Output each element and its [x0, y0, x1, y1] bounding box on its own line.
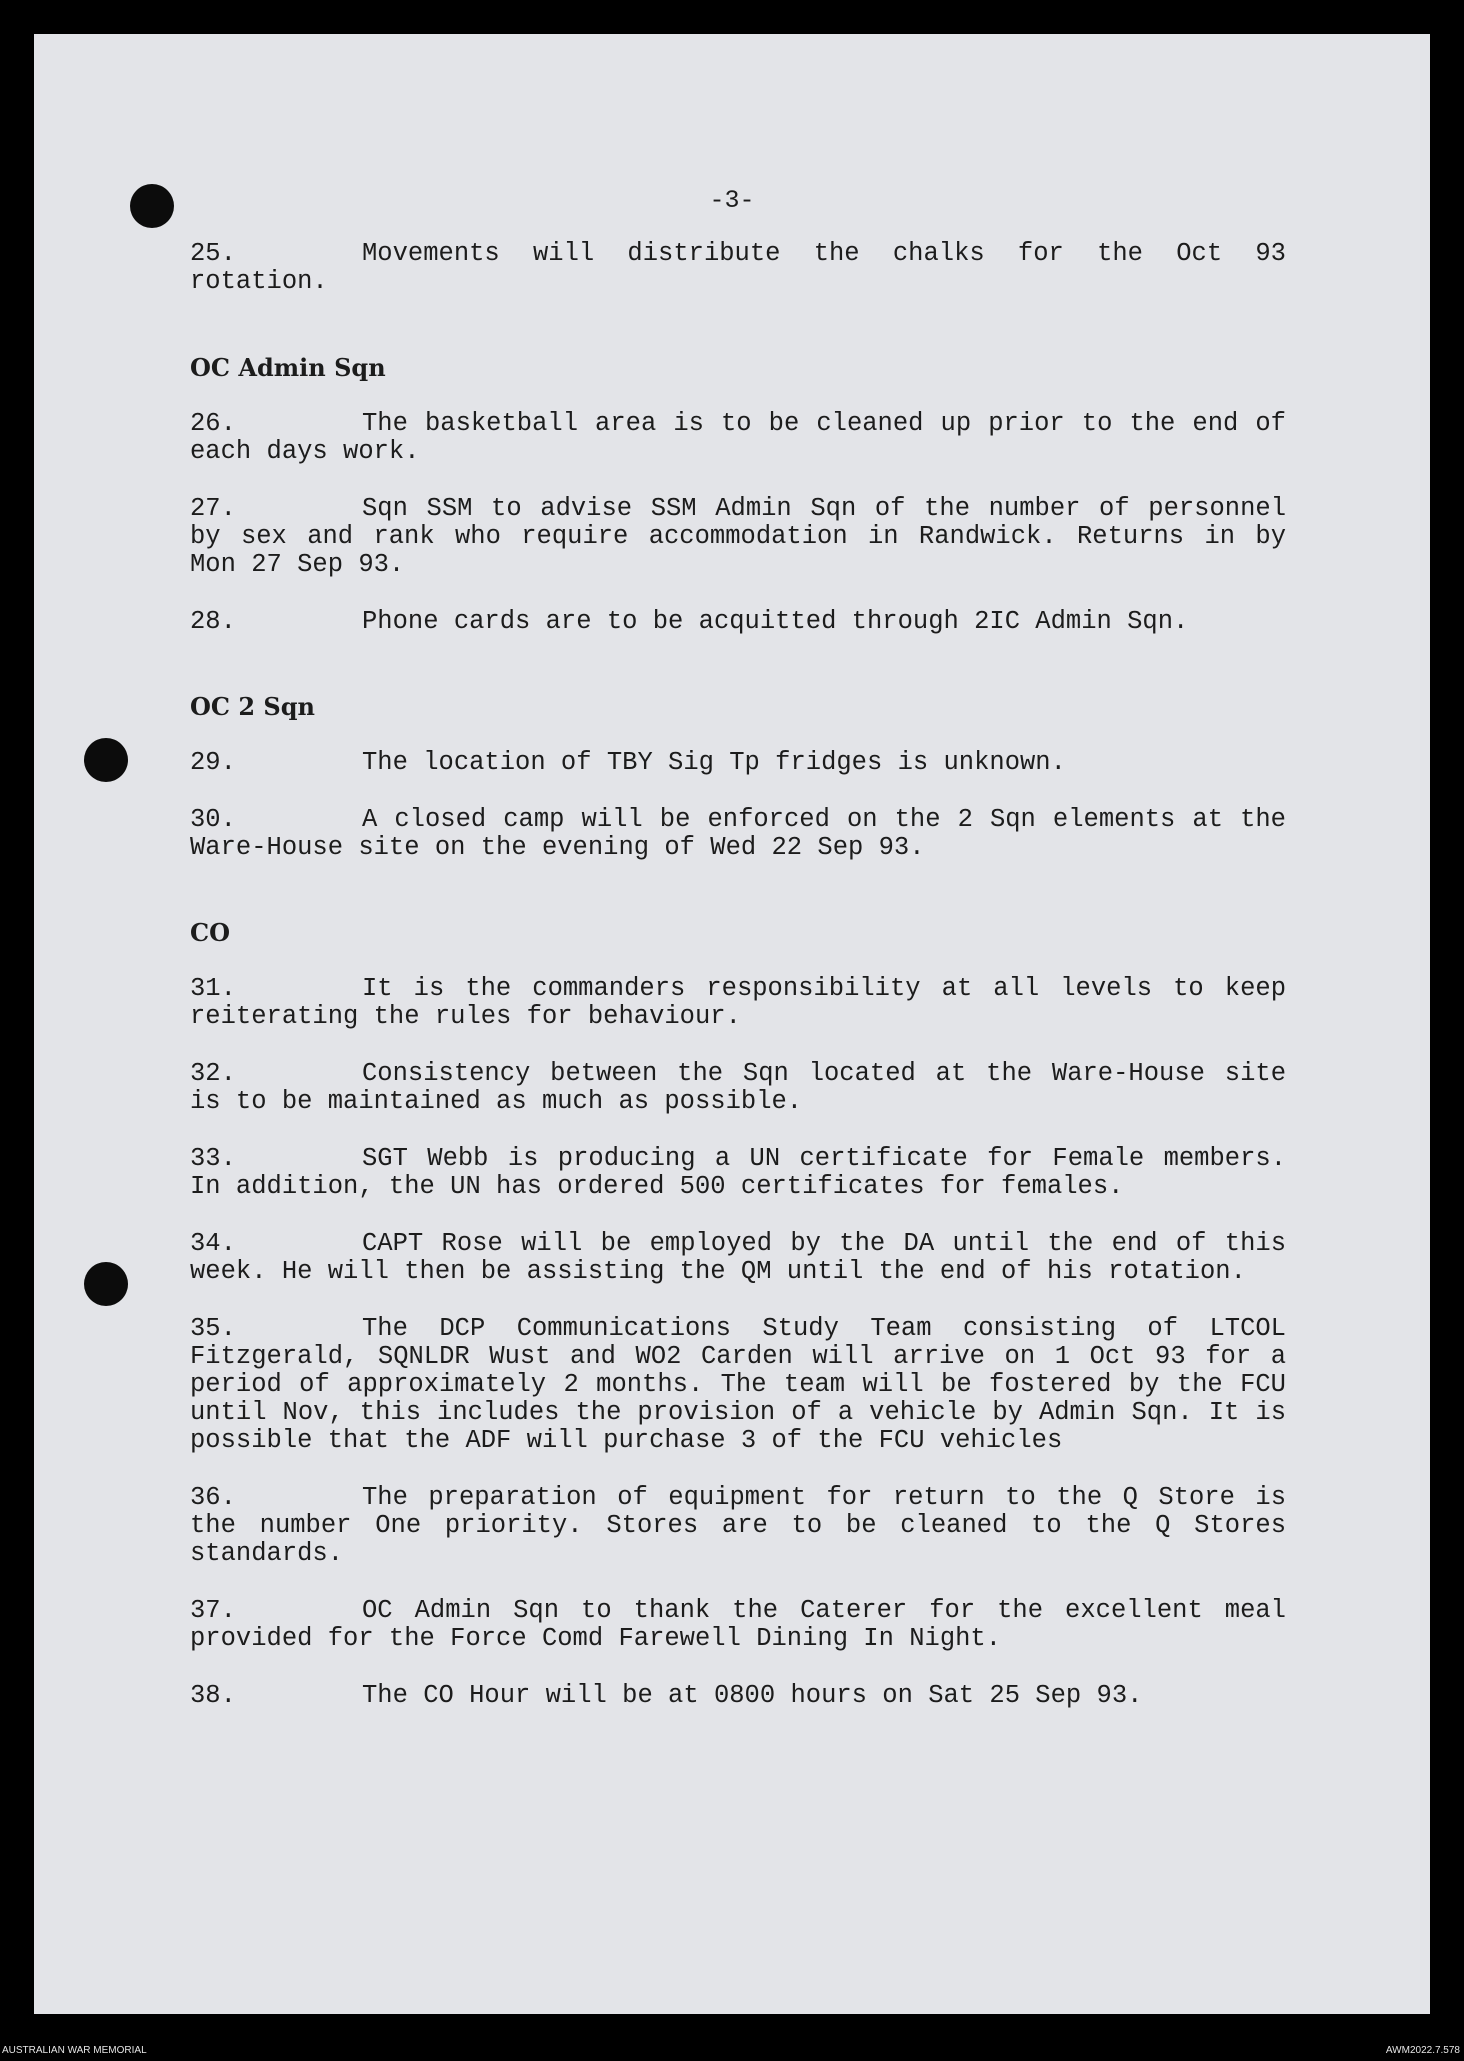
paragraph	[190, 749, 1286, 777]
paragraph	[190, 240, 1286, 296]
paragraph	[190, 1597, 1286, 1653]
paragraph-number: 26.	[190, 409, 236, 438]
paragraph-text: A closed camp will be enforced on the 2 Sqn elements at the Ware-House site on the evening of Wed 22 Sep 93.	[190, 805, 1286, 862]
paragraph-text: The basketball area is to be cleaned up prior to the end of each days work.	[190, 409, 1286, 466]
paragraph-number: 25.	[190, 239, 236, 268]
paragraph	[190, 975, 1286, 1031]
paragraph-number: 29.	[190, 748, 236, 777]
paragraph	[190, 1682, 1286, 1710]
punch-hole	[84, 1262, 128, 1306]
paragraph-text: Sqn SSM to advise SSM Admin Sqn of the number of personnel by sex and rank who require accommodation in Randwick. Returns in by Mon 27 Sep 93.	[190, 494, 1286, 579]
archive-footer	[0, 2045, 1464, 2059]
paragraph-number: 33.	[190, 1144, 236, 1173]
paragraph	[190, 495, 1286, 579]
paragraph-number: 36.	[190, 1483, 236, 1512]
paragraph	[190, 806, 1286, 862]
section-heading: OC 2 Sqn	[190, 692, 315, 721]
paragraph-text: OC Admin Sqn to thank the Caterer for the excellent meal provided for the Force Comd Farewell Dining In Night.	[190, 1596, 1286, 1653]
punch-hole	[84, 738, 128, 782]
document-body	[190, 240, 1286, 1710]
paragraph-number: 34.	[190, 1229, 236, 1258]
footer-institution: AUSTRALIAN WAR MEMORIAL	[2, 2045, 147, 2056]
paragraph	[190, 1060, 1286, 1116]
footer-reference: AWM2022.7.578	[1385, 2045, 1460, 2056]
paragraph-number: 35.	[190, 1314, 236, 1343]
paragraph-number: 37.	[190, 1596, 236, 1625]
paragraph-text: The CO Hour will be at 0800 hours on Sat 25 Sep 93.	[362, 1681, 1143, 1710]
paragraph-text: The preparation of equipment for return to the Q Store is the number One priority. Stores are to be cleaned to the Q Stores standards.	[190, 1483, 1286, 1568]
paragraph-text: The DCP Communications Study Team consisting of LTCOL Fitzgerald, SQNLDR Wust and WO2 Carden will arrive on 1 Oct 93 for a period of approximately 2 months. The team will be fostered by the FCU until Nov, this includes the provision of a vehicle by Admin Sqn. It is possible that the ADF will purchase 3 of the FCU vehicles	[190, 1314, 1286, 1455]
section	[190, 919, 1286, 1710]
paragraph-text: Movements will distribute the chalks for the Oct 93 rotation.	[190, 239, 1286, 296]
paragraph-text: It is the commanders responsibility at all levels to keep reiterating the rules for behaviour.	[190, 974, 1286, 1031]
paragraph-number: 31.	[190, 974, 236, 1003]
section-heading: CO	[190, 918, 231, 947]
section-heading: OC Admin Sqn	[190, 353, 386, 382]
paragraph-number: 28.	[190, 607, 236, 636]
document-page	[34, 34, 1430, 2014]
paragraph-text: Consistency between the Sqn located at the Ware-House site is to be maintained as much as possible.	[190, 1059, 1286, 1116]
section	[190, 354, 1286, 636]
paragraph-number: 30.	[190, 805, 236, 834]
paragraph-text: Phone cards are to be acquitted through 2IC Admin Sqn.	[362, 607, 1189, 636]
paragraph-number: 27.	[190, 494, 236, 523]
paragraph	[190, 1315, 1286, 1455]
paragraph-number: 38.	[190, 1681, 236, 1710]
paragraph-text: SGT Webb is producing a UN certificate for Female members. In addition, the UN has ordered 500 certificates for females.	[190, 1144, 1286, 1201]
paragraph	[190, 608, 1286, 636]
paragraph	[190, 410, 1286, 466]
paragraph-text: The location of TBY Sig Tp fridges is unknown.	[362, 748, 1066, 777]
paragraph	[190, 1484, 1286, 1568]
section	[190, 240, 1286, 296]
page-number: -3-	[709, 186, 755, 215]
paragraph	[190, 1145, 1286, 1201]
section	[190, 693, 1286, 862]
paragraph	[190, 1230, 1286, 1286]
paragraph-number: 32.	[190, 1059, 236, 1088]
paragraph-text: CAPT Rose will be employed by the DA until the end of this week. He will then be assisting the QM until the end of his rotation.	[190, 1229, 1286, 1286]
